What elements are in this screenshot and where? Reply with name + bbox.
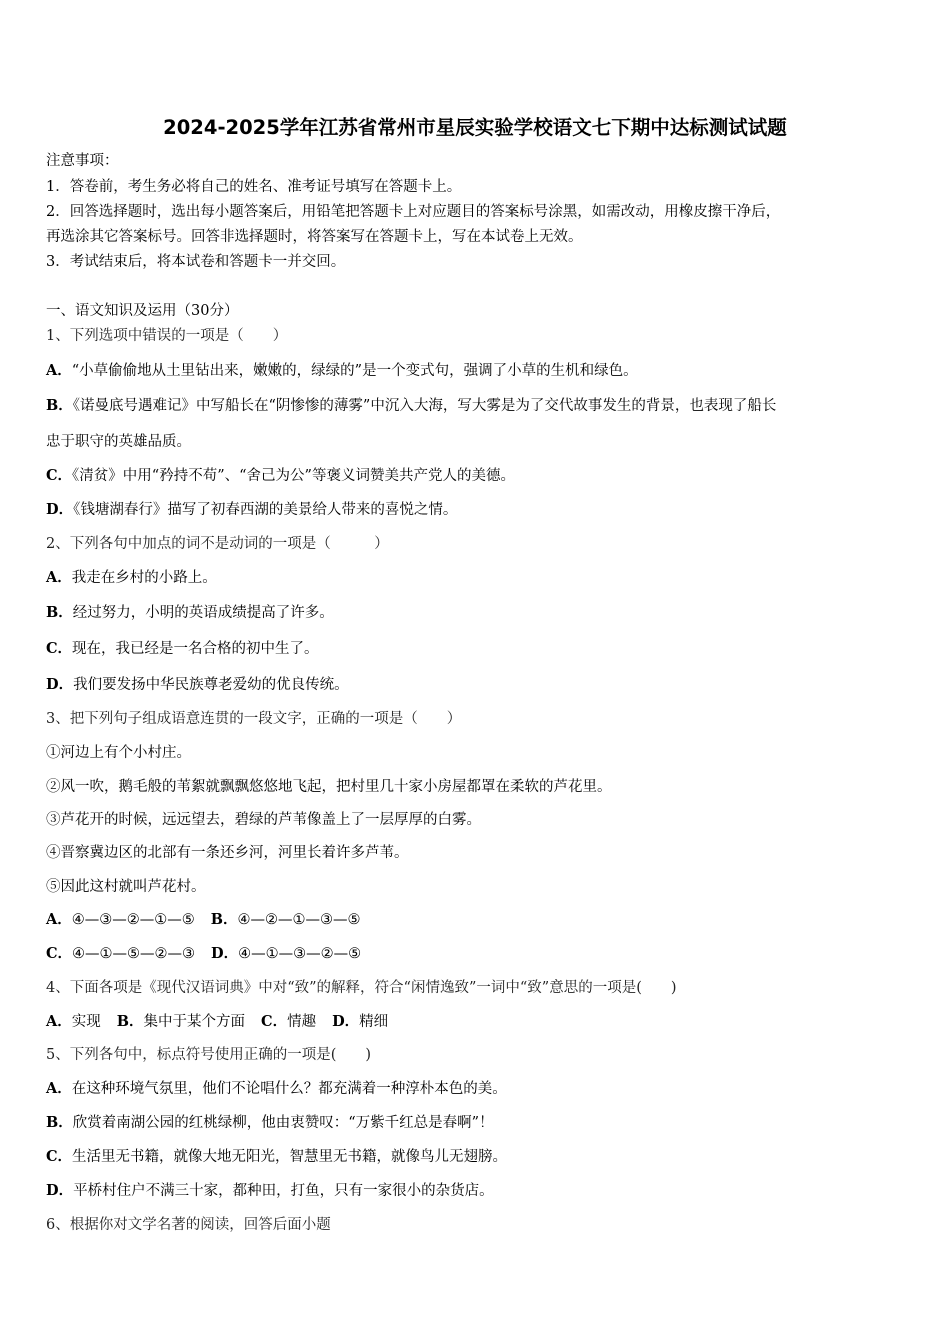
option-text: ④—②—①—③—⑤ bbox=[237, 912, 361, 928]
option-text: “小草偷偷地从土里钻出来，嫩嫩的，绿绿的”是一个变式句，强调了小草的生机和绿色。 bbox=[71, 363, 638, 379]
option-text: 欣赏着南湖公园的红桃绿柳，他由衷赞叹：“万紫千红总是春啊”！ bbox=[72, 1115, 494, 1131]
option-text: 现在，我已经是一名合格的初中生了。 bbox=[72, 641, 319, 657]
q5-option-c bbox=[46, 1147, 507, 1167]
q1-option-b bbox=[46, 396, 776, 416]
option-label: B． bbox=[46, 1114, 73, 1131]
q5-stem: 5、下列各句中，标点符号使用正确的一项是( ) bbox=[46, 1047, 372, 1063]
option-text: 《钱塘湖春行》描写了初春西湖的美景给人带来的喜悦之情。 bbox=[73, 502, 458, 518]
q3-sentence-3: ③芦花开的时候，远远望去，碧绿的芦苇像盖上了一层厚厚的白雾。 bbox=[46, 812, 481, 828]
option-label: B． bbox=[46, 397, 73, 414]
option-label: C． bbox=[261, 1013, 288, 1030]
q1-option-b-cont: 忠于职守的英雄品质。 bbox=[46, 434, 191, 450]
option-label: B． bbox=[116, 1013, 144, 1030]
q4-options bbox=[46, 1012, 388, 1032]
q3-sentence-5: ⑤因此这村就叫芦花村。 bbox=[46, 879, 206, 895]
q4-stem: 4、下面各项是《现代汉语词典》中对“致”的解释，符合“闲情逸致”一词中“致”意思的一项是( ) bbox=[46, 980, 677, 996]
option-label: A． bbox=[46, 1080, 72, 1097]
option-label: D． bbox=[332, 1013, 360, 1030]
q3-options-ab bbox=[46, 910, 361, 930]
page-title: 2024-2025学年江苏省常州市星辰实验学校语文七下期中达标测试试题 bbox=[163, 116, 787, 139]
option-label: D． bbox=[46, 501, 74, 518]
notice-item-1: 1．答卷前，考生务必将自己的姓名、准考证号填写在答题卡上。 bbox=[46, 179, 462, 195]
option-text: 实现 bbox=[71, 1014, 101, 1030]
q3-sentence-2: ②风一吹，鹅毛般的苇絮就飘飘悠悠地飞起，把村里几十家小房屋都罩在柔软的芦花里。 bbox=[46, 779, 612, 795]
q2-option-d bbox=[46, 675, 349, 695]
option-text: ④—①—⑤—②—③ bbox=[72, 946, 196, 962]
option-text: 集中于某个方面 bbox=[143, 1014, 246, 1030]
option-label: D． bbox=[46, 676, 74, 693]
q1-option-a bbox=[46, 361, 638, 381]
notice-heading: 注意事项： bbox=[46, 153, 119, 169]
q5-option-d bbox=[46, 1181, 494, 1201]
q3-sentence-4: ④晋察冀边区的北部有一条还乡河，河里长着许多芦苇。 bbox=[46, 845, 409, 861]
option-label: B． bbox=[210, 911, 238, 928]
q5-option-a bbox=[46, 1079, 507, 1099]
notice-item-2: 2．回答选择题时，选出每小题答案后，用铅笔把答题卡上对应题目的答案标号涂黑，如需改动，用橡皮擦干净后， bbox=[46, 204, 781, 220]
option-text: 生活里无书籍，就像大地无阳光，智慧里无书籍，就像鸟儿无翅膀。 bbox=[72, 1149, 508, 1165]
q3-sentence-1: ①河边上有个小村庄。 bbox=[46, 745, 191, 761]
q1-option-c bbox=[46, 466, 515, 486]
option-label: A． bbox=[46, 1013, 72, 1030]
option-text: 《诺曼底号遇难记》中写船长在“阴惨惨的薄雾”中沉入大海，写大雾是为了交代故事发生的背景，也表现了船长 bbox=[72, 398, 777, 414]
option-label: D． bbox=[46, 1182, 74, 1199]
option-text: ④—①—③—②—⑤ bbox=[238, 946, 362, 962]
q3-stem: 3、把下列句子组成语意连贯的一段文字，正确的一项是（ ） bbox=[46, 711, 462, 727]
notice-item-3: 3．考试结束后，将本试卷和答题卡一并交回。 bbox=[46, 254, 346, 270]
option-text: ④—③—②—①—⑤ bbox=[71, 912, 195, 928]
option-text: 我们要发扬中华民族尊老爱幼的优良传统。 bbox=[73, 677, 349, 693]
option-text: 在这种环境气氛里，他们不论唱什么？都充满着一种淳朴本色的美。 bbox=[71, 1081, 507, 1097]
q5-option-b bbox=[46, 1113, 494, 1133]
q2-stem: 2、下列各句中加点的词不是动词的一项是（ ） bbox=[46, 536, 389, 552]
option-text: 平桥村住户不满三十家，都种田，打鱼，只有一家很小的杂货店。 bbox=[73, 1183, 494, 1199]
option-label: C． bbox=[46, 945, 73, 962]
option-text: 《清贫》中用“矜持不苟”、“舍己为公”等褒义词赞美共产党人的美德。 bbox=[72, 468, 515, 484]
option-label: A． bbox=[46, 569, 72, 586]
option-label: C． bbox=[46, 1148, 73, 1165]
option-text: 情趣 bbox=[287, 1014, 317, 1030]
option-label: C． bbox=[46, 467, 73, 484]
q6-stem: 6、根据你对文学名著的阅读，回答后面小题 bbox=[46, 1217, 331, 1233]
option-text: 经过努力，小明的英语成绩提高了许多。 bbox=[72, 605, 334, 621]
option-label: D． bbox=[211, 945, 239, 962]
notice-item-2-cont: 再选涂其它答案标号。回答非选择题时，将答案写在答题卡上，写在本试卷上无效。 bbox=[46, 229, 583, 245]
q3-options-cd bbox=[46, 944, 361, 964]
q1-option-d bbox=[46, 500, 457, 520]
q1-stem: 1、下列选项中错误的一项是（ ） bbox=[46, 328, 288, 344]
option-text: 我走在乡村的小路上。 bbox=[71, 570, 217, 586]
option-label: A． bbox=[46, 911, 72, 928]
option-label: B． bbox=[46, 604, 73, 621]
option-label: C． bbox=[46, 640, 73, 657]
q2-option-c bbox=[46, 639, 319, 659]
option-label: A． bbox=[46, 362, 72, 379]
q2-option-b bbox=[46, 603, 334, 623]
q2-option-a bbox=[46, 568, 217, 588]
option-text: 精细 bbox=[359, 1014, 389, 1030]
section-heading: 一、语文知识及运用（30分） bbox=[46, 303, 239, 319]
